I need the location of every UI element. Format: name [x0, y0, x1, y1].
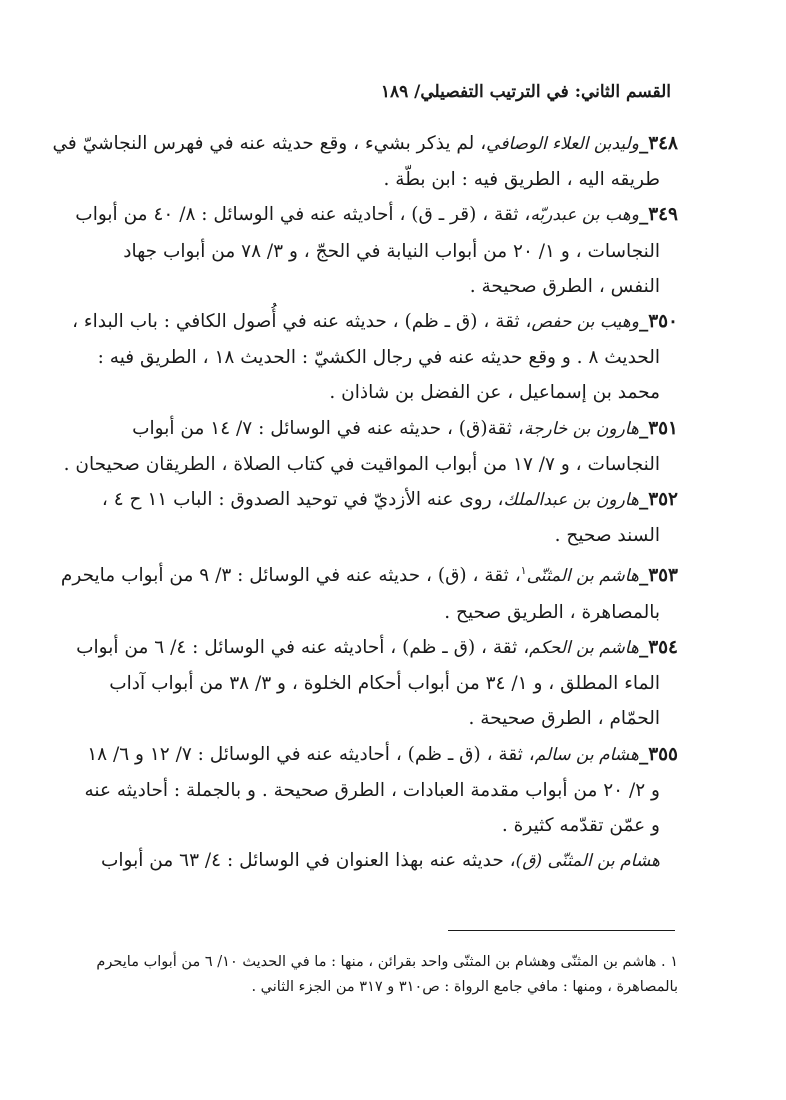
entry-number: ٣٥١_ [638, 417, 678, 439]
entry [80, 482, 678, 553]
entry-first-line [60, 553, 678, 594]
entry [52, 126, 678, 197]
entry-continuation-line: و ٢/ ٢٠ من أبواب مقدمة العبادات ، الطرق صحيحة . و بالجملة : أحاديثه عنه [84, 779, 660, 801]
entry-text: ، ثقة ، (ق ـ ظم) ، أحاديثه عنه في الوسائل : ٧/ ١٢ و ٦/ ١٨ [87, 743, 535, 765]
narrator-name: هارون بن عبدالملك [503, 490, 639, 511]
entry-continuation-line: و عمّن تقدّمه كثيرة . [501, 815, 660, 837]
entry-continuation-line: الماء المطلق ، و ١/ ٣٤ من أبواب أحكام الخلوة ، و ٣/ ٣٨ من أبواب آداب [109, 673, 660, 695]
entry-text: ، ثقة ، (ق ـ ظم) ، أحاديثه عنه في الوسائل : ٤/ ٦ من أبواب [76, 637, 530, 658]
entry-number: ٣٥٥_ [638, 743, 678, 765]
entry-first-line [75, 197, 678, 233]
entry-number: ٣٥٢_ [638, 489, 678, 511]
narrator-name: هاشم بن الحكم [529, 638, 639, 658]
entry-first-line [80, 482, 678, 518]
entry-number: ٣٥٤_ [638, 637, 678, 658]
entry-continuation-line: محمد بن إسماعيل ، عن الفضل بن شاذان . [329, 382, 660, 404]
entry [80, 843, 678, 879]
entry-text: ، لم يذكر بشيء ، وقع حديثه عنه في فهرس النجاشيّ في [52, 133, 487, 154]
entry-text: ، حديثه عنه بهذا العنوان في الوسائل : ٤/ ٦٣ من أبواب [100, 850, 516, 872]
entry-first-line [80, 411, 678, 447]
narrator-name: هاشم بن المثنّى [526, 566, 639, 587]
page-header: القسم الثاني: في الترتيب التفصيلي/ ١٨٩ [380, 82, 671, 102]
narrator-name: وهب بن عبدربّه [530, 205, 639, 226]
footnote-line: بالمصاهرة ، ومنها : مافي جامع الرواة : ص٣١٠ و ٣١٧ من الجزء الثاني . [251, 979, 678, 995]
entry-text: ، ثقة ، (ق ـ ظم) ، حديثه عنه في أُصول الكافي : باب البداء ، [72, 311, 532, 333]
entry-number: ٣٤٩_ [638, 204, 678, 226]
entry [76, 630, 678, 737]
entry-continuation-line: السند صحيح . [554, 525, 660, 547]
footnote-divider [448, 930, 675, 931]
entry-number: ٣٥٠_ [638, 311, 678, 333]
entry [80, 737, 678, 844]
entry [60, 553, 678, 630]
entry-first-line [72, 304, 678, 340]
entry-number: ٣٤٨_ [638, 133, 678, 154]
entry-continuation-line: طريقه اليه ، الطريق فيه : ابن بطّة . [383, 169, 660, 191]
narrator-name: هارون بن خارجة [523, 418, 639, 439]
main-text [52, 126, 678, 879]
footnote-marker: ١ [520, 564, 527, 578]
footnote [80, 950, 678, 1000]
entry [75, 197, 678, 304]
entry [72, 304, 678, 411]
footnote-line: ١ . هاشم بن المثنّى وهشام بن المثنّى واحد بقرائن ، منها : ما في الحديث ١٠/ ٦ من أبواب مايحرم [96, 954, 678, 970]
entry [63, 411, 678, 482]
entry-number: ٣٥٣_ [638, 565, 678, 587]
entry-continuation-line: الحديث ٨ . و وقع حديثه عنه في رجال الكشيّ : الحديث ١٨ ، الطريق فيه : [97, 347, 660, 369]
narrator-name: وليدبن العلاء الوصافي [486, 134, 639, 154]
entry-first-line [80, 843, 678, 879]
entry-continuation-line: بالمصاهرة ، الطريق صحيح . [444, 601, 660, 623]
entry-text: ، ثقة ، (قر ـ ق) ، أحاديثه عنه في الوسائل : ٨/ ٤٠ من أبواب [75, 204, 531, 226]
narrator-name: هشام بن سالم [534, 744, 639, 765]
entry-text: ، روى عنه الأزديّ في توحيد الصدوق : الباب ١١ ح ٤ ، [101, 489, 504, 511]
narrator-name: هشام بن المثنّى (ق) [515, 851, 660, 872]
entry-continuation-line: النفس ، الطرق صحيحة . [469, 275, 660, 297]
entry-text: ، ثقة(ق) ، حديثه عنه في الوسائل : ٧/ ١٤ من أبواب [132, 417, 524, 439]
entry-continuation-line: النجاسات ، و ١/ ٢٠ من أبواب النيابة في الحجّ ، و ٣/ ٧٨ من أبواب جهاد [123, 240, 660, 262]
entry-continuation-line: النجاسات ، و ٧/ ١٧ من أبواب المواقيت في كتاب الصلاة ، الطريقان صحيحان . [63, 453, 660, 475]
entry-text: ، ثقة ، (ق) ، حديثه عنه في الوسائل : ٣/ ٩ من أبواب مايحرم [60, 565, 521, 587]
entry-first-line [52, 126, 678, 162]
entry-continuation-line: الحمّام ، الطرق صحيحة . [468, 708, 660, 730]
entry-first-line [80, 737, 678, 773]
entry-first-line [76, 630, 678, 666]
narrator-name: وهيب بن حفص [531, 312, 639, 333]
